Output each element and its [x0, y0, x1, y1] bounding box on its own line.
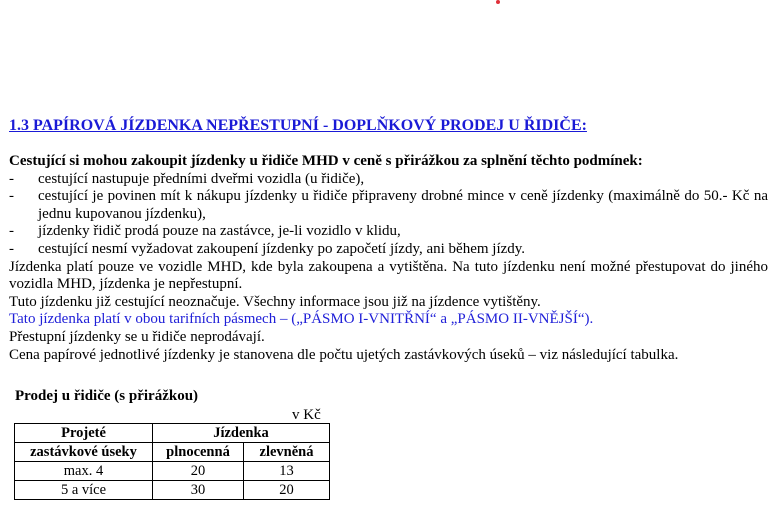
no-validation-paragraph: Tuto jízdenku již cestující neoznačuje. Všechny informace jsou již na jízdence vytištěny.: [9, 293, 541, 310]
reduced-price-cell: 20: [244, 481, 330, 500]
segments-cell: 5 a více: [15, 481, 153, 500]
table-subheader-row: [15, 443, 330, 462]
currency-unit: v Kč: [292, 407, 321, 423]
full-price-cell: 30: [153, 481, 244, 500]
conditions-lead: Cestující si mohou zakoupit jízdenky u řidiče MHD v ceně s přirážkou za splnění těchto podmínek:: [9, 153, 643, 169]
condition-item: - cestující je povinen mít k nákupu jízdenky u řidiče připraveny drobné mince v ceně jízdenky (maximálně do 50.- Kč na jednu kupovanou jízdenku),: [9, 188, 768, 222]
reduced-price-cell: 13: [244, 462, 330, 481]
table-header-row: [15, 424, 330, 443]
row-header-cell: Projeté: [15, 424, 153, 443]
section-heading: 1.3 PAPÍROVÁ JÍZDENKA NEPŘESTUPNÍ - DOPLŇKOVÝ PRODEJ U ŘIDIČE:: [9, 117, 587, 134]
col-full-header: plnocenná: [153, 443, 244, 462]
row-header-cell: zastávkové úseky: [15, 443, 153, 462]
table-row: [15, 481, 330, 500]
full-price-cell: 20: [153, 462, 244, 481]
condition-item: - cestující nesmí vyžadovat zakoupení jízdenky po započetí jízdy, ani během jízdy.: [9, 240, 526, 257]
table-caption: Prodej u řidiče (s přirážkou): [15, 388, 199, 404]
fare-table: [14, 423, 330, 500]
ticket-group-header: Jízdenka: [153, 424, 330, 443]
section-body: [9, 153, 768, 364]
table-row: [15, 462, 330, 481]
validity-paragraph: Jízdenka platí pouze ve vozidle MHD, kde byla zakoupena a vytištěna. Na tuto jízdenku není možné přestupovat do jiného vozidla MHD, jízdenka je nepřestupní.: [9, 258, 768, 293]
zones-paragraph: Tato jízdenka platí v obou tarifních pásmech – („PÁSMO I-VNITŘNÍ“ a „PÁSMO II-VNĚJŠÍ“).: [9, 311, 594, 328]
segments-cell: max. 4: [15, 462, 153, 481]
transfer-paragraph: Přestupní jízdenky se u řidiče neprodávají.: [9, 328, 265, 345]
conditions-list: [9, 171, 768, 259]
col-reduced-header: zlevněná: [244, 443, 330, 462]
condition-item: - jízdenky řidič prodá pouze na zastávce, je-li vozidlo v klidu,: [9, 223, 401, 240]
red-marker-dot: [496, 0, 500, 4]
condition-item: - cestující nastupuje předními dveřmi vozidla (u řidiče),: [9, 170, 365, 187]
price-rule-paragraph: Cena papírové jednotlivé jízdenky je stanovena dle počtu ujetých zastávkových úseků – viz následující tabulka.: [9, 346, 679, 363]
